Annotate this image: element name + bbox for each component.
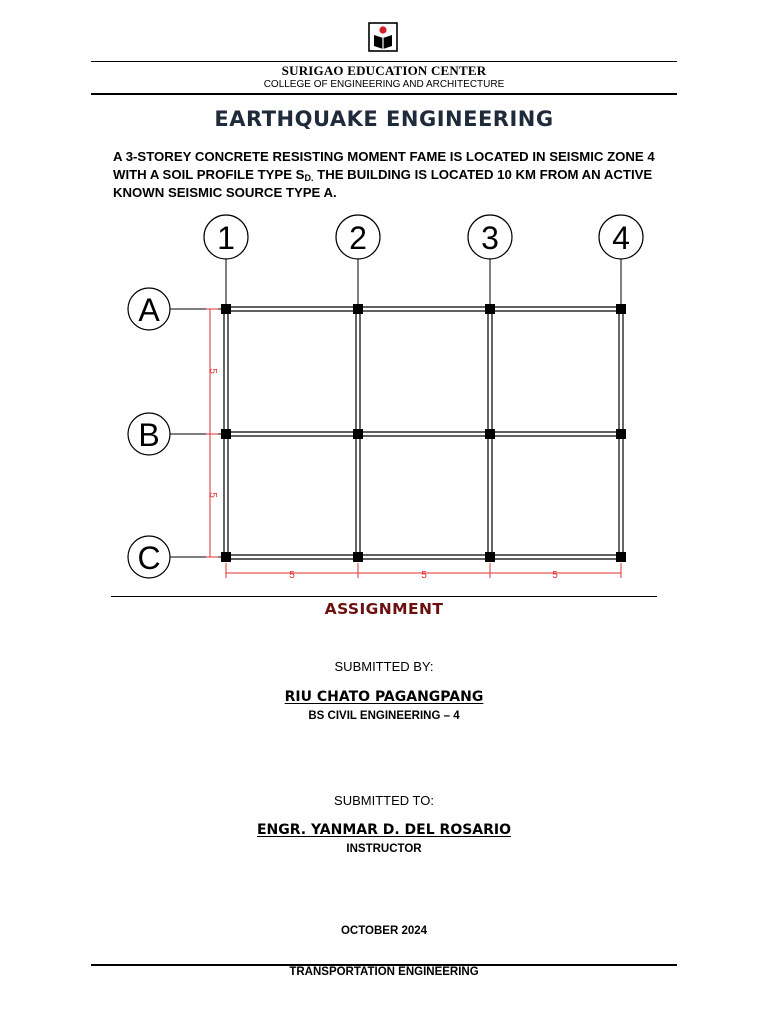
column-3-a [485,304,495,314]
column-4-c [616,552,626,562]
instructor-title: INSTRUCTOR [346,843,422,855]
problem-statement [113,148,655,202]
column-3-c [485,552,495,562]
floor-plan-diagram [110,205,650,590]
school-logo [368,22,398,52]
header-rule-bottom [91,93,677,95]
submitted-to-label: SUBMITTED TO: [334,793,434,808]
grid-label-4: 4 [612,220,630,256]
column-1-c [221,552,231,562]
column-2-c [353,552,363,562]
column-2-a [353,304,363,314]
submission-date: OCTOBER 2024 [340,925,428,937]
problem-line-2b: THE BUILDING IS LOCATED 10 KM FROM AN ACTIVE [313,167,653,182]
column-1-b [221,429,231,439]
instructor-name: ENGR. YANMAR D. DEL ROSARIO [256,822,512,838]
dim-label-x1: 5 [289,570,295,581]
problem-line-3: KNOWN SEISMIC SOURCE TYPE A. [113,185,337,200]
grid-label-c: C [137,540,161,576]
grid-label-2: 2 [349,220,367,256]
header-rule-top [91,61,677,62]
column-3-b [485,429,495,439]
section-divider [111,596,657,597]
problem-line-1: A 3-STOREY CONCRETE RESISTING MOMENT FAME IS LOCATED IN SEISMIC ZONE 4 [113,149,655,164]
dim-label-x3: 5 [552,570,558,581]
column-4-b [616,429,626,439]
soil-type-subscript: D. [304,173,314,183]
student-program: BS CIVIL ENGINEERING – 4 [308,710,460,722]
grid-label-b: B [138,417,160,453]
grid-label-1: 1 [217,220,235,256]
student-name: RIU CHATO PAGANGPANG [284,689,484,705]
grid-label-3: 3 [481,220,499,256]
dim-label-y1: 5 [207,368,218,374]
grid-label-a: A [138,292,160,328]
assignment-label: ASSIGNMENT [324,600,444,618]
page-title: EARTHQUAKE ENGINEERING [214,107,554,131]
submitted-by-label: SUBMITTED BY: [334,659,434,674]
column-2-b [353,429,363,439]
footer-course: TRANSPORTATION ENGINEERING [289,966,479,978]
dim-label-y2: 5 [207,492,218,498]
problem-line-2a: WITH A SOIL PROFILE TYPE S [113,167,305,182]
column-1-a [221,304,231,314]
school-name: SURIGAO EDUCATION CENTER [281,63,487,78]
dim-label-x2: 5 [421,570,427,581]
college-name: COLLEGE OF ENGINEERING AND ARCHITECTURE [263,79,505,90]
column-4-a [616,304,626,314]
